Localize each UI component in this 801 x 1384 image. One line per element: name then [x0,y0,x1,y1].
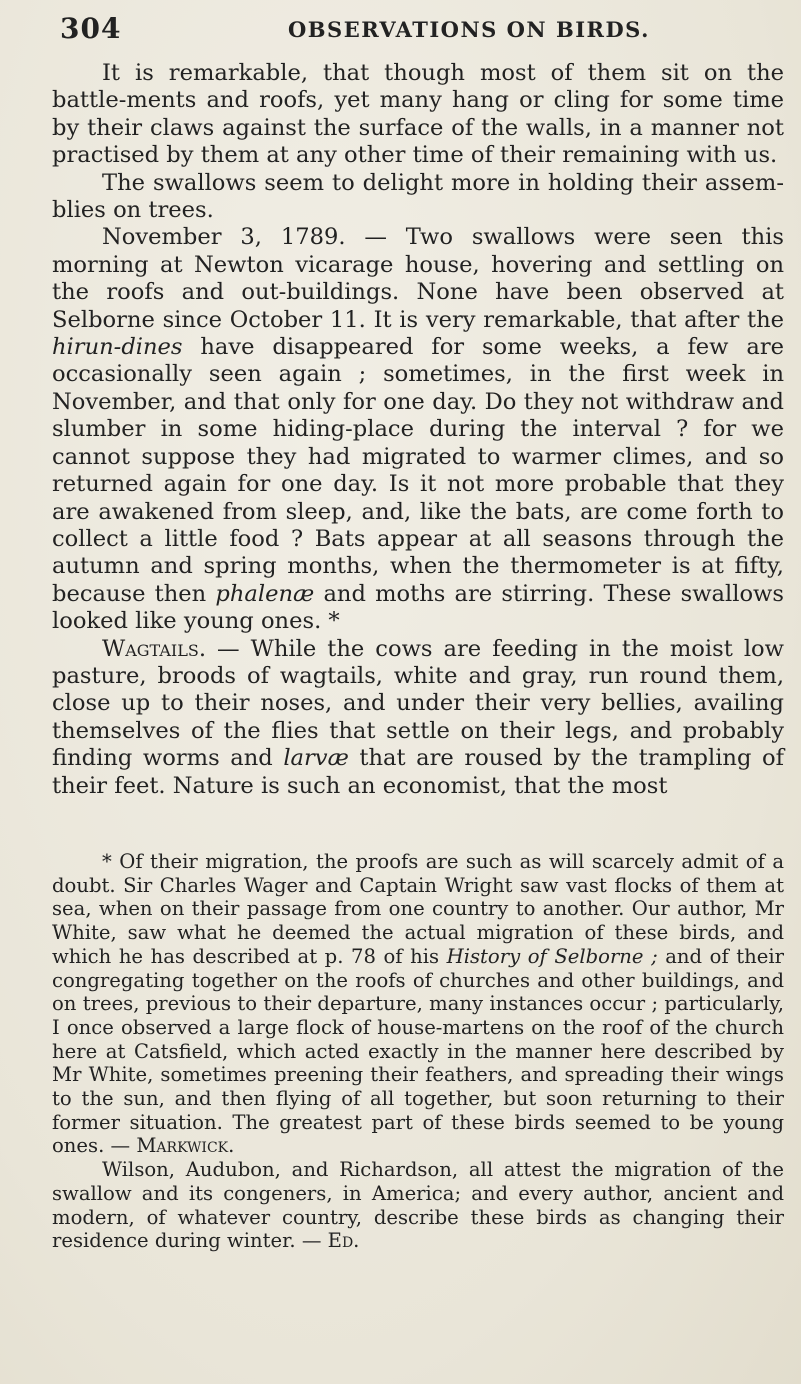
footnote-editor [52,1158,784,1253]
paragraph-text: The swallows seem to delight more in holding their assem-blies on trees. [52,169,784,224]
footnote-signature: Markwick. [136,1134,235,1158]
paragraph-battlements [52,60,784,170]
paragraph-text: have disappeared for some weeks, a few are occasionally seen again ; sometimes, in the first week in November, and that only for one day. Do they not withdraw and slumber in some hiding-place during the interval ? for we cannot suppose they had migrated to warmer climes, and so returned again for one day. Is it not more probable that they are awakened from sleep, and, like the bats, are come forth to collect a little food ? Bats appear at all seasons through the autumn and spring months, when the thermometer is at fifty, because then [52,334,784,607]
paragraph-text: — While the cows are feeding in the moist low pasture, broods of wagtails, white and gray, run round them, close up to their noses, and under their very bellies, availing themselves of the flies that settle on their legs, and probably finding worms and [52,635,784,772]
paragraph-text: November 3, 1789. — Two swallows were seen this morning at Newton vicarage house, hovering and settling on the roofs and out-buildings. None have been observed at Selborne since October 11. It is very remarkable, that after the [52,224,784,333]
paragraph-text: and moths are stirring. These swallows looked like young ones. * [52,580,784,635]
italic-title: History of Selborne ; [446,944,658,968]
footnote-signature: Ed. [327,1229,360,1253]
main-text [52,60,784,800]
paragraph-november [52,224,784,635]
section-heading: Wagtails. [102,635,206,662]
page-header [60,8,781,56]
footnote-text: and of their congregating together on the roofs of churches and other buildings, and on trees, previous to their departure, many instances occur ; particularly, I once observed a large flock of house-martens on the roof of the church here at Catsfield, which acted exactly in the manner here described by Mr White, sometimes preening their feathers, and spreading their wings to the sun, and then flying of all together, but soon returning to their former situation. The greatest part of these birds seemed to be young ones. — [52,944,784,1158]
italic-term: phalenæ [215,580,315,607]
footnote-text: * Of their migration, the proofs are such as will scarcely admit of a doubt. Sir Charles Wager and Captain Wright saw vast flocks of them at sea, when on their passage from one country to another. Our author, Mr White, saw what he deemed the actual migration of these birds, and which he has described at p. 78 of his [52,850,784,968]
paragraph-text: that are roused by the trampling of their feet. Nature is such an economist, that the most [52,745,784,799]
paragraph-assemblies [52,170,784,225]
paragraph-wagtails [52,636,784,800]
page-number: 304 [60,12,122,45]
footnote-migration [52,850,784,1158]
italic-term: larvæ [283,745,349,772]
italic-term: hirun-dines [52,334,183,361]
footnotes [52,850,784,1253]
footnote-text: Wilson, Audubon, and Richardson, all attest the migration of the swallow and its congeners, in America; and every author, ancient and modern, of whatever country, describe these birds as changing their residence during winter. — [52,1158,784,1253]
paragraph-text: It is remarkable, that though most of them sit on the battle-ments and roofs, yet many hang or cling for some time by their claws against the surface of the walls, in a manner not practised by them at any other time of their remaining with us. [52,60,784,169]
running-title: OBSERVATIONS ON BIRDS. [288,17,650,42]
